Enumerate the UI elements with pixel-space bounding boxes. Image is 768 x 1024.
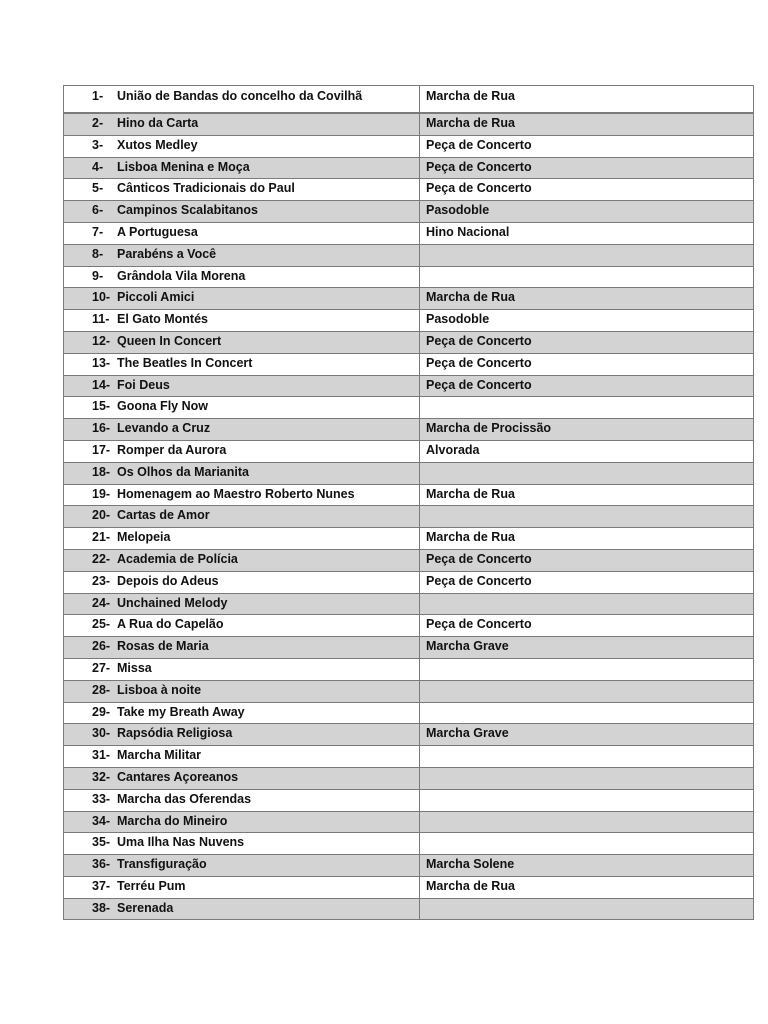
table-row: [64, 833, 754, 855]
song-title: Serenada: [117, 900, 174, 915]
song-type-cell: Marcha Solene: [420, 855, 754, 877]
repertoire-table-body: [64, 86, 754, 920]
song-title-cell: [64, 244, 420, 266]
song-title-cell: [64, 157, 420, 179]
table-row: [64, 549, 754, 571]
song-title-cell: [64, 440, 420, 462]
song-title-cell: [64, 331, 420, 353]
song-title: Terréu Pum: [117, 878, 186, 893]
song-title: Homenagem ao Maestro Roberto Nunes: [117, 486, 355, 501]
song-type-cell: Marcha de Rua: [420, 528, 754, 550]
song-title: A Rua do Capelão: [117, 617, 224, 632]
song-title: Goona Fly Now: [117, 399, 208, 414]
song-number: 14-: [92, 377, 111, 392]
song-title: Melopeia: [117, 530, 171, 545]
song-number: 3-: [92, 137, 104, 152]
table-row: [64, 724, 754, 746]
song-number: 36-: [92, 857, 111, 872]
song-title-cell: [64, 811, 420, 833]
song-title-cell: [64, 549, 420, 571]
song-title: Cantares Açoreanos: [117, 769, 239, 784]
song-type-cell: Peça de Concerto: [420, 375, 754, 397]
table-row: [64, 615, 754, 637]
song-number: 38-: [92, 900, 111, 915]
song-title: Marcha Militar: [117, 748, 202, 763]
song-title-cell: [64, 789, 420, 811]
song-title: Depois do Adeus: [117, 573, 219, 588]
song-type-cell: Pasodoble: [420, 310, 754, 332]
song-number: 27-: [92, 660, 111, 675]
song-number: 30-: [92, 726, 111, 741]
table-row: [64, 179, 754, 201]
song-title: Romper da Aurora: [117, 442, 227, 457]
song-title: A Portuguesa: [117, 224, 198, 239]
song-title-cell: [64, 375, 420, 397]
song-number: 12-: [92, 333, 111, 348]
table-row: [64, 898, 754, 920]
song-title: Marcha do Mineiro: [117, 813, 228, 828]
song-type-cell: Pasodoble: [420, 201, 754, 223]
song-title-cell: [64, 593, 420, 615]
table-row: [64, 201, 754, 223]
song-number: 15-: [92, 399, 111, 414]
song-title: União de Bandas do concelho da Covilhã: [117, 89, 363, 103]
song-number: 21-: [92, 530, 111, 545]
song-number: 11-: [92, 312, 110, 327]
song-type-cell: Peça de Concerto: [420, 571, 754, 593]
table-row: [64, 288, 754, 310]
song-title-cell: [64, 419, 420, 441]
song-number: 10-: [92, 290, 111, 305]
song-type-cell: [420, 658, 754, 680]
song-number: 19-: [92, 486, 111, 501]
song-number: 13-: [92, 355, 111, 370]
song-title-cell: [64, 353, 420, 375]
song-title-cell: [64, 288, 420, 310]
song-title: Piccoli Amici: [117, 290, 195, 305]
song-type-cell: Marcha de Rua: [420, 484, 754, 506]
table-row: [64, 375, 754, 397]
song-number: 1-: [92, 89, 104, 103]
song-title-cell: [64, 898, 420, 920]
song-number: 32-: [92, 769, 111, 784]
song-title-cell: [64, 855, 420, 877]
song-title-cell: [64, 397, 420, 419]
table-row: [64, 244, 754, 266]
table-row: [64, 528, 754, 550]
table-row: [64, 506, 754, 528]
song-number: 37-: [92, 878, 111, 893]
song-title-cell: [64, 201, 420, 223]
song-type-cell: Marcha de Procissão: [420, 419, 754, 441]
song-type-cell: [420, 506, 754, 528]
song-title: The Beatles In Concert: [117, 355, 253, 370]
song-number: 4-: [92, 159, 104, 174]
song-title-cell: [64, 571, 420, 593]
song-number: 17-: [92, 442, 111, 457]
song-type-cell: Peça de Concerto: [420, 615, 754, 637]
repertoire-table: [63, 85, 754, 920]
song-title-cell: [64, 876, 420, 898]
song-number: 22-: [92, 551, 111, 566]
song-number: 26-: [92, 639, 111, 654]
song-title: Queen In Concert: [117, 333, 222, 348]
song-title: Rapsódia Religiosa: [117, 726, 233, 741]
table-row: [64, 811, 754, 833]
song-type-cell: Marcha Grave: [420, 637, 754, 659]
song-type-cell: Peça de Concerto: [420, 135, 754, 157]
table-row: [64, 462, 754, 484]
song-title: Levando a Cruz: [117, 421, 211, 436]
song-type-cell: [420, 746, 754, 768]
song-title-cell: [64, 680, 420, 702]
song-number: 20-: [92, 508, 111, 523]
table-row: [64, 353, 754, 375]
song-type-cell: [420, 767, 754, 789]
song-title-cell: [64, 724, 420, 746]
song-number: 23-: [92, 573, 111, 588]
song-title: Uma Ilha Nas Nuvens: [117, 835, 245, 850]
song-title-cell: [64, 222, 420, 244]
song-type-cell: [420, 266, 754, 288]
song-title: Marcha das Oferendas: [117, 791, 252, 806]
table-row: [64, 222, 754, 244]
song-type-cell: [420, 789, 754, 811]
song-title-cell: [64, 833, 420, 855]
table-row: [64, 702, 754, 724]
song-number: 7-: [92, 224, 104, 239]
table-row: [64, 419, 754, 441]
song-title-cell: [64, 462, 420, 484]
table-row: [64, 658, 754, 680]
song-type-cell: [420, 397, 754, 419]
song-type-cell: Marcha de Rua: [420, 86, 754, 114]
song-title: Take my Breath Away: [117, 704, 245, 719]
table-row: [64, 113, 754, 135]
song-title-cell: [64, 266, 420, 288]
table-row: [64, 637, 754, 659]
song-title: Grândola Vila Morena: [117, 268, 246, 283]
song-type-cell: [420, 811, 754, 833]
song-number: 8-: [92, 246, 104, 261]
song-type-cell: Peça de Concerto: [420, 331, 754, 353]
song-number: 16-: [92, 421, 111, 436]
song-number: 34-: [92, 813, 111, 828]
table-row: [64, 310, 754, 332]
song-number: 33-: [92, 791, 111, 806]
table-row: [64, 746, 754, 768]
song-number: 9-: [92, 268, 104, 283]
song-title-cell: [64, 113, 420, 135]
table-row: [64, 331, 754, 353]
song-title: Os Olhos da Marianita: [117, 464, 249, 479]
song-number: 6-: [92, 203, 104, 218]
song-number: 25-: [92, 617, 111, 632]
song-type-cell: Peça de Concerto: [420, 353, 754, 375]
song-type-cell: [420, 593, 754, 615]
table-row: [64, 571, 754, 593]
song-title-cell: [64, 310, 420, 332]
table-row: [64, 484, 754, 506]
song-title-cell: [64, 767, 420, 789]
song-title: Campinos Scalabitanos: [117, 203, 259, 218]
song-number: 2-: [92, 116, 104, 130]
table-row: [64, 86, 754, 114]
song-title: Missa: [117, 660, 152, 675]
song-title-cell: [64, 702, 420, 724]
song-title: Unchained Melody: [117, 595, 228, 610]
song-type-cell: [420, 244, 754, 266]
song-title: Rosas de Maria: [117, 639, 209, 654]
song-type-cell: Marcha de Rua: [420, 113, 754, 135]
table-row: [64, 157, 754, 179]
song-type-cell: Marcha de Rua: [420, 876, 754, 898]
song-type-cell: [420, 898, 754, 920]
song-type-cell: Peça de Concerto: [420, 179, 754, 201]
song-title-cell: [64, 658, 420, 680]
song-number: 31-: [92, 748, 111, 763]
song-type-cell: Hino Nacional: [420, 222, 754, 244]
song-type-cell: [420, 702, 754, 724]
song-title: Lisboa à noite: [117, 682, 202, 697]
table-row: [64, 767, 754, 789]
table-row: [64, 855, 754, 877]
song-title: Transfiguração: [117, 857, 207, 872]
song-type-cell: Marcha de Rua: [420, 288, 754, 310]
table-row: [64, 876, 754, 898]
song-type-cell: [420, 833, 754, 855]
song-title-cell: [64, 179, 420, 201]
table-row: [64, 135, 754, 157]
song-title-cell: [64, 528, 420, 550]
song-title: Cânticos Tradicionais do Paul: [117, 181, 295, 196]
song-type-cell: Peça de Concerto: [420, 549, 754, 571]
song-title-cell: [64, 86, 420, 114]
song-title: Parabéns a Você: [117, 246, 217, 261]
table-row: [64, 266, 754, 288]
table-row: [64, 397, 754, 419]
table-row: [64, 593, 754, 615]
song-title-cell: [64, 484, 420, 506]
song-type-cell: Peça de Concerto: [420, 157, 754, 179]
song-title: Lisboa Menina e Moça: [117, 159, 250, 174]
song-number: 18-: [92, 464, 111, 479]
song-title: Hino da Carta: [117, 116, 199, 130]
song-title-cell: [64, 135, 420, 157]
song-title-cell: [64, 746, 420, 768]
table-row: [64, 680, 754, 702]
table-row: [64, 789, 754, 811]
song-title: Cartas de Amor: [117, 508, 210, 523]
song-title-cell: [64, 506, 420, 528]
song-number: 24-: [92, 595, 111, 610]
song-number: 5-: [92, 181, 104, 196]
song-number: 28-: [92, 682, 111, 697]
song-type-cell: Marcha Grave: [420, 724, 754, 746]
song-title-cell: [64, 615, 420, 637]
song-type-cell: [420, 680, 754, 702]
song-type-cell: [420, 462, 754, 484]
song-title: El Gato Montés: [117, 312, 208, 327]
table-row: [64, 440, 754, 462]
song-number: 29-: [92, 704, 111, 719]
song-number: 35-: [92, 835, 111, 850]
song-title: Xutos Medley: [117, 137, 198, 152]
song-title-cell: [64, 637, 420, 659]
song-title: Foi Deus: [117, 377, 170, 392]
song-title: Academia de Polícia: [117, 551, 238, 566]
song-type-cell: Alvorada: [420, 440, 754, 462]
